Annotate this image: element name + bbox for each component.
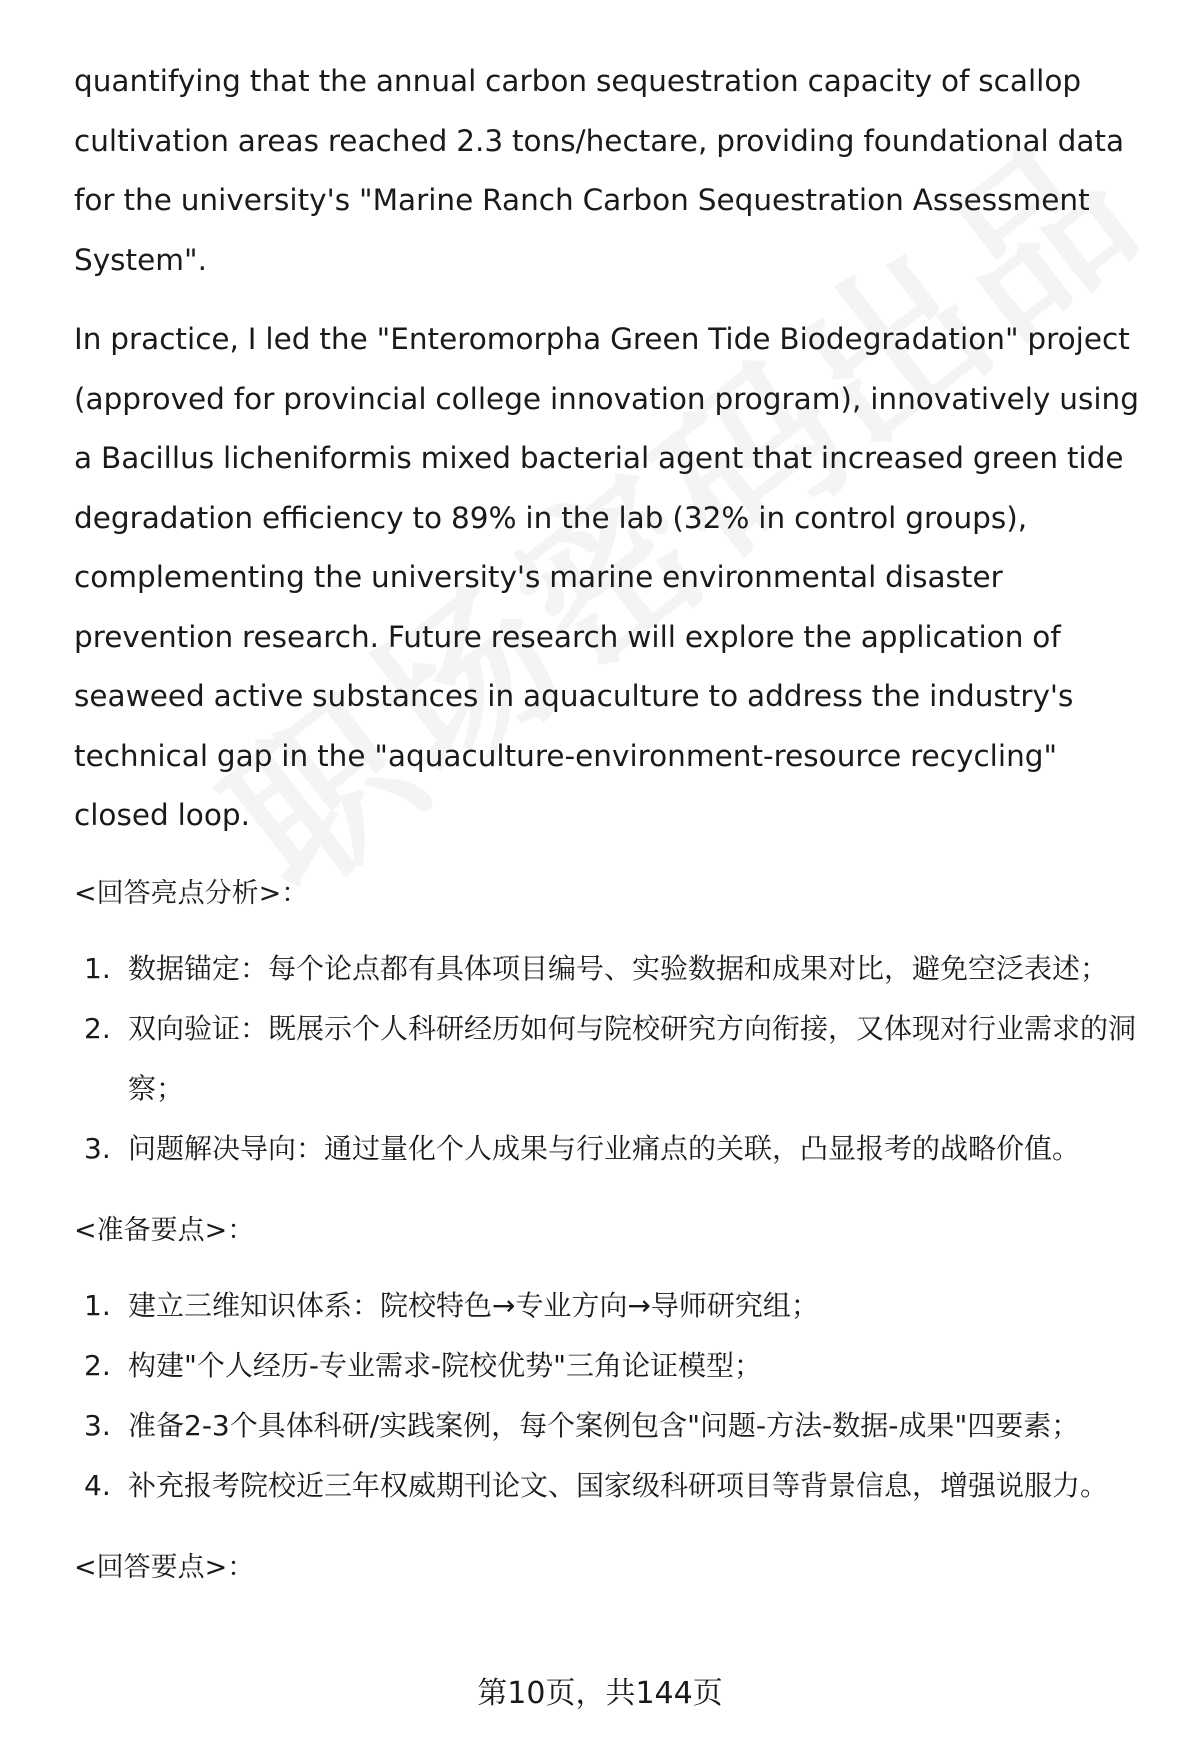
page-indicator: 第10页，共144页 bbox=[477, 1676, 723, 1711]
list-item-text: 补充报考院校近三年权威期刊论文、国家级科研项目等背景信息，增强说服力。 bbox=[128, 1468, 1109, 1502]
list-item-text: 数据锚定：每个论点都有具体项目编号、实验数据和成果对比，避免空泛表述； bbox=[128, 951, 1109, 985]
section-label-preparation: <准备要点>： bbox=[74, 1214, 255, 1246]
document-body bbox=[74, 52, 1144, 1588]
list-item-text: 构建"个人经历-专业需求-院校优势"三角论证模型； bbox=[128, 1348, 762, 1382]
list-item-text: 问题解决导向：通过量化个人成果与行业痛点的关联，凸显报考的战略价值。 bbox=[128, 1131, 1081, 1165]
paragraph-carbon-sequestration: quantifying that the annual carbon sequestration capacity of scallop cultivation areas reached 2.3 tons/hectare, providing foundational data for the university's "Marine Ranch Carbon Sequestration Assessment System". bbox=[74, 64, 1125, 277]
preparation-list bbox=[74, 1276, 1144, 1516]
list-item bbox=[74, 1119, 1144, 1179]
list-item bbox=[74, 1336, 1144, 1396]
list-number: 2. bbox=[84, 1348, 111, 1382]
list-number: 1. bbox=[84, 1288, 111, 1322]
highlights-list bbox=[74, 939, 1144, 1179]
list-number: 2. bbox=[84, 1011, 111, 1045]
list-item bbox=[74, 1396, 1144, 1456]
list-item-text: 建立三维知识体系：院校特色→专业方向→导师研究组； bbox=[128, 1288, 819, 1322]
list-item-text: 准备2-3个具体科研/实践案例，每个案例包含"问题-方法-数据-成果"四要素； bbox=[128, 1408, 1080, 1442]
list-number: 4. bbox=[84, 1468, 111, 1502]
list-item bbox=[74, 999, 1144, 1119]
list-number: 3. bbox=[84, 1131, 111, 1165]
paragraph-green-tide-project: In practice, I led the "Enteromorpha Green Tide Biodegradation" project (approved for provincial college innovation program), innovatively using a Bacillus licheniformis mixed bacterial agent that increased green tide degradation efficiency to 89% in the lab (32% in control groups), complementing the university's marine environmental disaster prevention research. Future research will explore the application of seaweed active substances in aquaculture to address the industry's technical gap in the "aquaculture-environment-resource recycling" closed loop. bbox=[74, 322, 1139, 832]
list-item bbox=[74, 1456, 1144, 1516]
section-label-answer-points: <回答要点>： bbox=[74, 1551, 255, 1583]
list-item bbox=[74, 939, 1144, 999]
list-item bbox=[74, 1276, 1144, 1336]
list-number: 1. bbox=[84, 951, 111, 985]
section-label-highlights: <回答亮点分析>： bbox=[74, 877, 309, 909]
list-number: 3. bbox=[84, 1408, 111, 1442]
list-item-text: 双向验证：既展示个人科研经历如何与院校研究方向衔接，又体现对行业需求的洞察； bbox=[128, 1011, 1137, 1105]
